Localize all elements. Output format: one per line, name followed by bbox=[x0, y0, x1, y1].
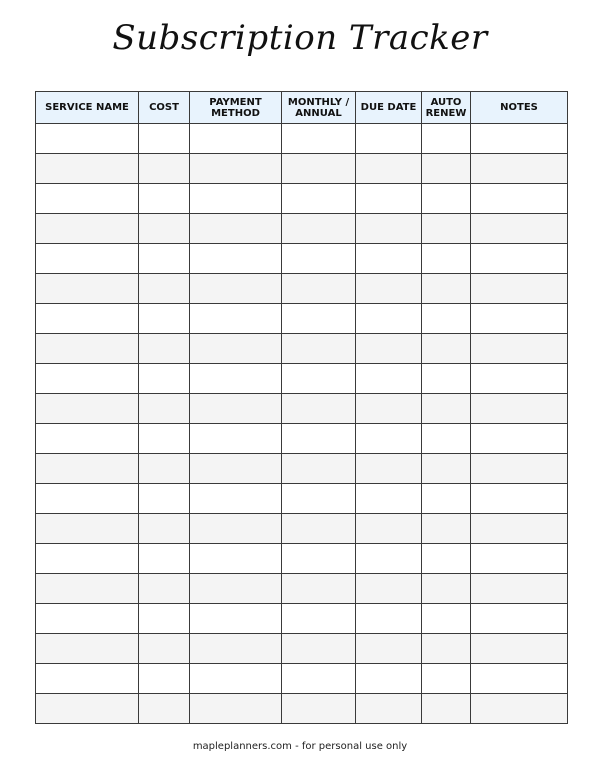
table-row bbox=[36, 274, 568, 304]
cell-payment[interactable] bbox=[190, 484, 282, 514]
cell-cost[interactable] bbox=[139, 424, 190, 454]
cell-notes[interactable] bbox=[471, 424, 568, 454]
cell-due[interactable] bbox=[356, 214, 422, 244]
cell-auto[interactable] bbox=[422, 604, 471, 634]
cell-frequency[interactable] bbox=[282, 124, 356, 154]
cell-payment[interactable] bbox=[190, 304, 282, 334]
cell-notes[interactable] bbox=[471, 394, 568, 424]
cell-payment[interactable] bbox=[190, 124, 282, 154]
cell-notes[interactable] bbox=[471, 634, 568, 664]
table-row bbox=[36, 394, 568, 424]
cell-auto[interactable] bbox=[422, 184, 471, 214]
cell-auto[interactable] bbox=[422, 514, 471, 544]
cell-due[interactable] bbox=[356, 544, 422, 574]
column-header-monthly-annual: MONTHLY / ANNUAL bbox=[282, 92, 356, 124]
cell-auto[interactable] bbox=[422, 154, 471, 184]
table-row bbox=[36, 634, 568, 664]
cell-payment[interactable] bbox=[190, 244, 282, 274]
cell-service[interactable] bbox=[36, 574, 139, 604]
cell-cost[interactable] bbox=[139, 694, 190, 724]
cell-cost[interactable] bbox=[139, 214, 190, 244]
cell-cost[interactable] bbox=[139, 454, 190, 484]
cell-notes[interactable] bbox=[471, 574, 568, 604]
table-row bbox=[36, 304, 568, 334]
cell-frequency[interactable] bbox=[282, 574, 356, 604]
cell-notes[interactable] bbox=[471, 124, 568, 154]
cell-service[interactable] bbox=[36, 544, 139, 574]
cell-frequency[interactable] bbox=[282, 154, 356, 184]
page-title: Subscription Tracker bbox=[112, 18, 488, 58]
cell-due[interactable] bbox=[356, 274, 422, 304]
cell-cost[interactable] bbox=[139, 604, 190, 634]
cell-service[interactable] bbox=[36, 214, 139, 244]
cell-due[interactable] bbox=[356, 574, 422, 604]
cell-notes[interactable] bbox=[471, 274, 568, 304]
table-row bbox=[36, 574, 568, 604]
cell-payment[interactable] bbox=[190, 274, 282, 304]
column-header-due-date: DUE DATE bbox=[356, 92, 422, 124]
cell-service[interactable] bbox=[36, 154, 139, 184]
cell-frequency[interactable] bbox=[282, 514, 356, 544]
cell-cost[interactable] bbox=[139, 124, 190, 154]
table-row bbox=[36, 154, 568, 184]
cell-service[interactable] bbox=[36, 304, 139, 334]
cell-frequency[interactable] bbox=[282, 694, 356, 724]
table-row bbox=[36, 454, 568, 484]
cell-frequency[interactable] bbox=[282, 394, 356, 424]
cell-cost[interactable] bbox=[139, 304, 190, 334]
column-header-cost: COST bbox=[139, 92, 190, 124]
cell-cost[interactable] bbox=[139, 514, 190, 544]
table-row bbox=[36, 544, 568, 574]
cell-service[interactable] bbox=[36, 514, 139, 544]
cell-due[interactable] bbox=[356, 694, 422, 724]
cell-payment[interactable] bbox=[190, 214, 282, 244]
cell-cost[interactable] bbox=[139, 664, 190, 694]
cell-service[interactable] bbox=[36, 334, 139, 364]
cell-payment[interactable] bbox=[190, 544, 282, 574]
cell-due[interactable] bbox=[356, 124, 422, 154]
cell-frequency[interactable] bbox=[282, 484, 356, 514]
table-row bbox=[36, 124, 568, 154]
cell-service[interactable] bbox=[36, 394, 139, 424]
cell-payment[interactable] bbox=[190, 604, 282, 634]
cell-notes[interactable] bbox=[471, 454, 568, 484]
cell-payment[interactable] bbox=[190, 334, 282, 364]
cell-notes[interactable] bbox=[471, 334, 568, 364]
cell-payment[interactable] bbox=[190, 364, 282, 394]
cell-auto[interactable] bbox=[422, 484, 471, 514]
cell-frequency[interactable] bbox=[282, 364, 356, 394]
cell-frequency[interactable] bbox=[282, 604, 356, 634]
cell-payment[interactable] bbox=[190, 184, 282, 214]
table-row bbox=[36, 424, 568, 454]
cell-service[interactable] bbox=[36, 694, 139, 724]
cell-cost[interactable] bbox=[139, 244, 190, 274]
cell-notes[interactable] bbox=[471, 214, 568, 244]
cell-due[interactable] bbox=[356, 634, 422, 664]
cell-payment[interactable] bbox=[190, 694, 282, 724]
cell-due[interactable] bbox=[356, 334, 422, 364]
cell-cost[interactable] bbox=[139, 574, 190, 604]
cell-auto[interactable] bbox=[422, 574, 471, 604]
cell-auto[interactable] bbox=[422, 274, 471, 304]
cell-service[interactable] bbox=[36, 364, 139, 394]
table-row bbox=[36, 334, 568, 364]
cell-due[interactable] bbox=[356, 484, 422, 514]
cell-auto[interactable] bbox=[422, 244, 471, 274]
cell-frequency[interactable] bbox=[282, 334, 356, 364]
cell-cost[interactable] bbox=[139, 484, 190, 514]
cell-cost[interactable] bbox=[139, 364, 190, 394]
cell-frequency[interactable] bbox=[282, 454, 356, 484]
cell-cost[interactable] bbox=[139, 154, 190, 184]
table-row bbox=[36, 604, 568, 634]
cell-payment[interactable] bbox=[190, 634, 282, 664]
cell-cost[interactable] bbox=[139, 274, 190, 304]
cell-service[interactable] bbox=[36, 454, 139, 484]
cell-auto[interactable] bbox=[422, 664, 471, 694]
cell-notes[interactable] bbox=[471, 604, 568, 634]
cell-frequency[interactable] bbox=[282, 274, 356, 304]
cell-due[interactable] bbox=[356, 364, 422, 394]
cell-cost[interactable] bbox=[139, 184, 190, 214]
cell-auto[interactable] bbox=[422, 364, 471, 394]
table-row bbox=[36, 484, 568, 514]
cell-service[interactable] bbox=[36, 184, 139, 214]
column-header-auto-renew: AUTO RENEW bbox=[422, 92, 471, 124]
cell-payment[interactable] bbox=[190, 454, 282, 484]
table-row bbox=[36, 694, 568, 724]
cell-payment[interactable] bbox=[190, 154, 282, 184]
cell-service[interactable] bbox=[36, 124, 139, 154]
table-row bbox=[36, 364, 568, 394]
cell-cost[interactable] bbox=[139, 394, 190, 424]
cell-notes[interactable] bbox=[471, 514, 568, 544]
cell-auto[interactable] bbox=[422, 334, 471, 364]
cell-auto[interactable] bbox=[422, 544, 471, 574]
cell-notes[interactable] bbox=[471, 544, 568, 574]
cell-payment[interactable] bbox=[190, 574, 282, 604]
cell-notes[interactable] bbox=[471, 304, 568, 334]
table-row bbox=[36, 214, 568, 244]
cell-frequency[interactable] bbox=[282, 214, 356, 244]
cell-service[interactable] bbox=[36, 484, 139, 514]
table-header-row bbox=[36, 92, 568, 124]
cell-frequency[interactable] bbox=[282, 424, 356, 454]
cell-due[interactable] bbox=[356, 454, 422, 484]
cell-notes[interactable] bbox=[471, 244, 568, 274]
cell-payment[interactable] bbox=[190, 424, 282, 454]
cell-due[interactable] bbox=[356, 664, 422, 694]
cell-due[interactable] bbox=[356, 184, 422, 214]
cell-frequency[interactable] bbox=[282, 664, 356, 694]
cell-payment[interactable] bbox=[190, 394, 282, 424]
cell-payment[interactable] bbox=[190, 664, 282, 694]
cell-auto[interactable] bbox=[422, 124, 471, 154]
cell-auto[interactable] bbox=[422, 394, 471, 424]
cell-notes[interactable] bbox=[471, 154, 568, 184]
cell-service[interactable] bbox=[36, 664, 139, 694]
table-row bbox=[36, 514, 568, 544]
cell-due[interactable] bbox=[356, 154, 422, 184]
cell-service[interactable] bbox=[36, 634, 139, 664]
cell-service[interactable] bbox=[36, 244, 139, 274]
column-header-service-name: SERVICE NAME bbox=[36, 92, 139, 124]
table-body bbox=[36, 124, 568, 724]
subscription-table bbox=[35, 91, 568, 724]
cell-service[interactable] bbox=[36, 604, 139, 634]
table-row bbox=[36, 664, 568, 694]
cell-cost[interactable] bbox=[139, 634, 190, 664]
column-header-payment-method: PAYMENT METHOD bbox=[190, 92, 282, 124]
cell-due[interactable] bbox=[356, 244, 422, 274]
cell-frequency[interactable] bbox=[282, 544, 356, 574]
cell-due[interactable] bbox=[356, 424, 422, 454]
cell-auto[interactable] bbox=[422, 424, 471, 454]
cell-frequency[interactable] bbox=[282, 184, 356, 214]
cell-due[interactable] bbox=[356, 394, 422, 424]
cell-notes[interactable] bbox=[471, 484, 568, 514]
cell-auto[interactable] bbox=[422, 454, 471, 484]
cell-frequency[interactable] bbox=[282, 634, 356, 664]
cell-notes[interactable] bbox=[471, 184, 568, 214]
cell-service[interactable] bbox=[36, 424, 139, 454]
cell-notes[interactable] bbox=[471, 664, 568, 694]
cell-payment[interactable] bbox=[190, 514, 282, 544]
cell-auto[interactable] bbox=[422, 214, 471, 244]
table-row bbox=[36, 184, 568, 214]
cell-notes[interactable] bbox=[471, 694, 568, 724]
footer-note: mapleplanners.com - for personal use only bbox=[192, 741, 408, 752]
cell-cost[interactable] bbox=[139, 544, 190, 574]
cell-service[interactable] bbox=[36, 274, 139, 304]
cell-due[interactable] bbox=[356, 304, 422, 334]
cell-auto[interactable] bbox=[422, 304, 471, 334]
table-row bbox=[36, 244, 568, 274]
column-header-notes: NOTES bbox=[471, 92, 568, 124]
cell-frequency[interactable] bbox=[282, 304, 356, 334]
cell-due[interactable] bbox=[356, 604, 422, 634]
cell-due[interactable] bbox=[356, 514, 422, 544]
cell-cost[interactable] bbox=[139, 334, 190, 364]
cell-frequency[interactable] bbox=[282, 244, 356, 274]
cell-notes[interactable] bbox=[471, 364, 568, 394]
cell-auto[interactable] bbox=[422, 694, 471, 724]
cell-auto[interactable] bbox=[422, 634, 471, 664]
